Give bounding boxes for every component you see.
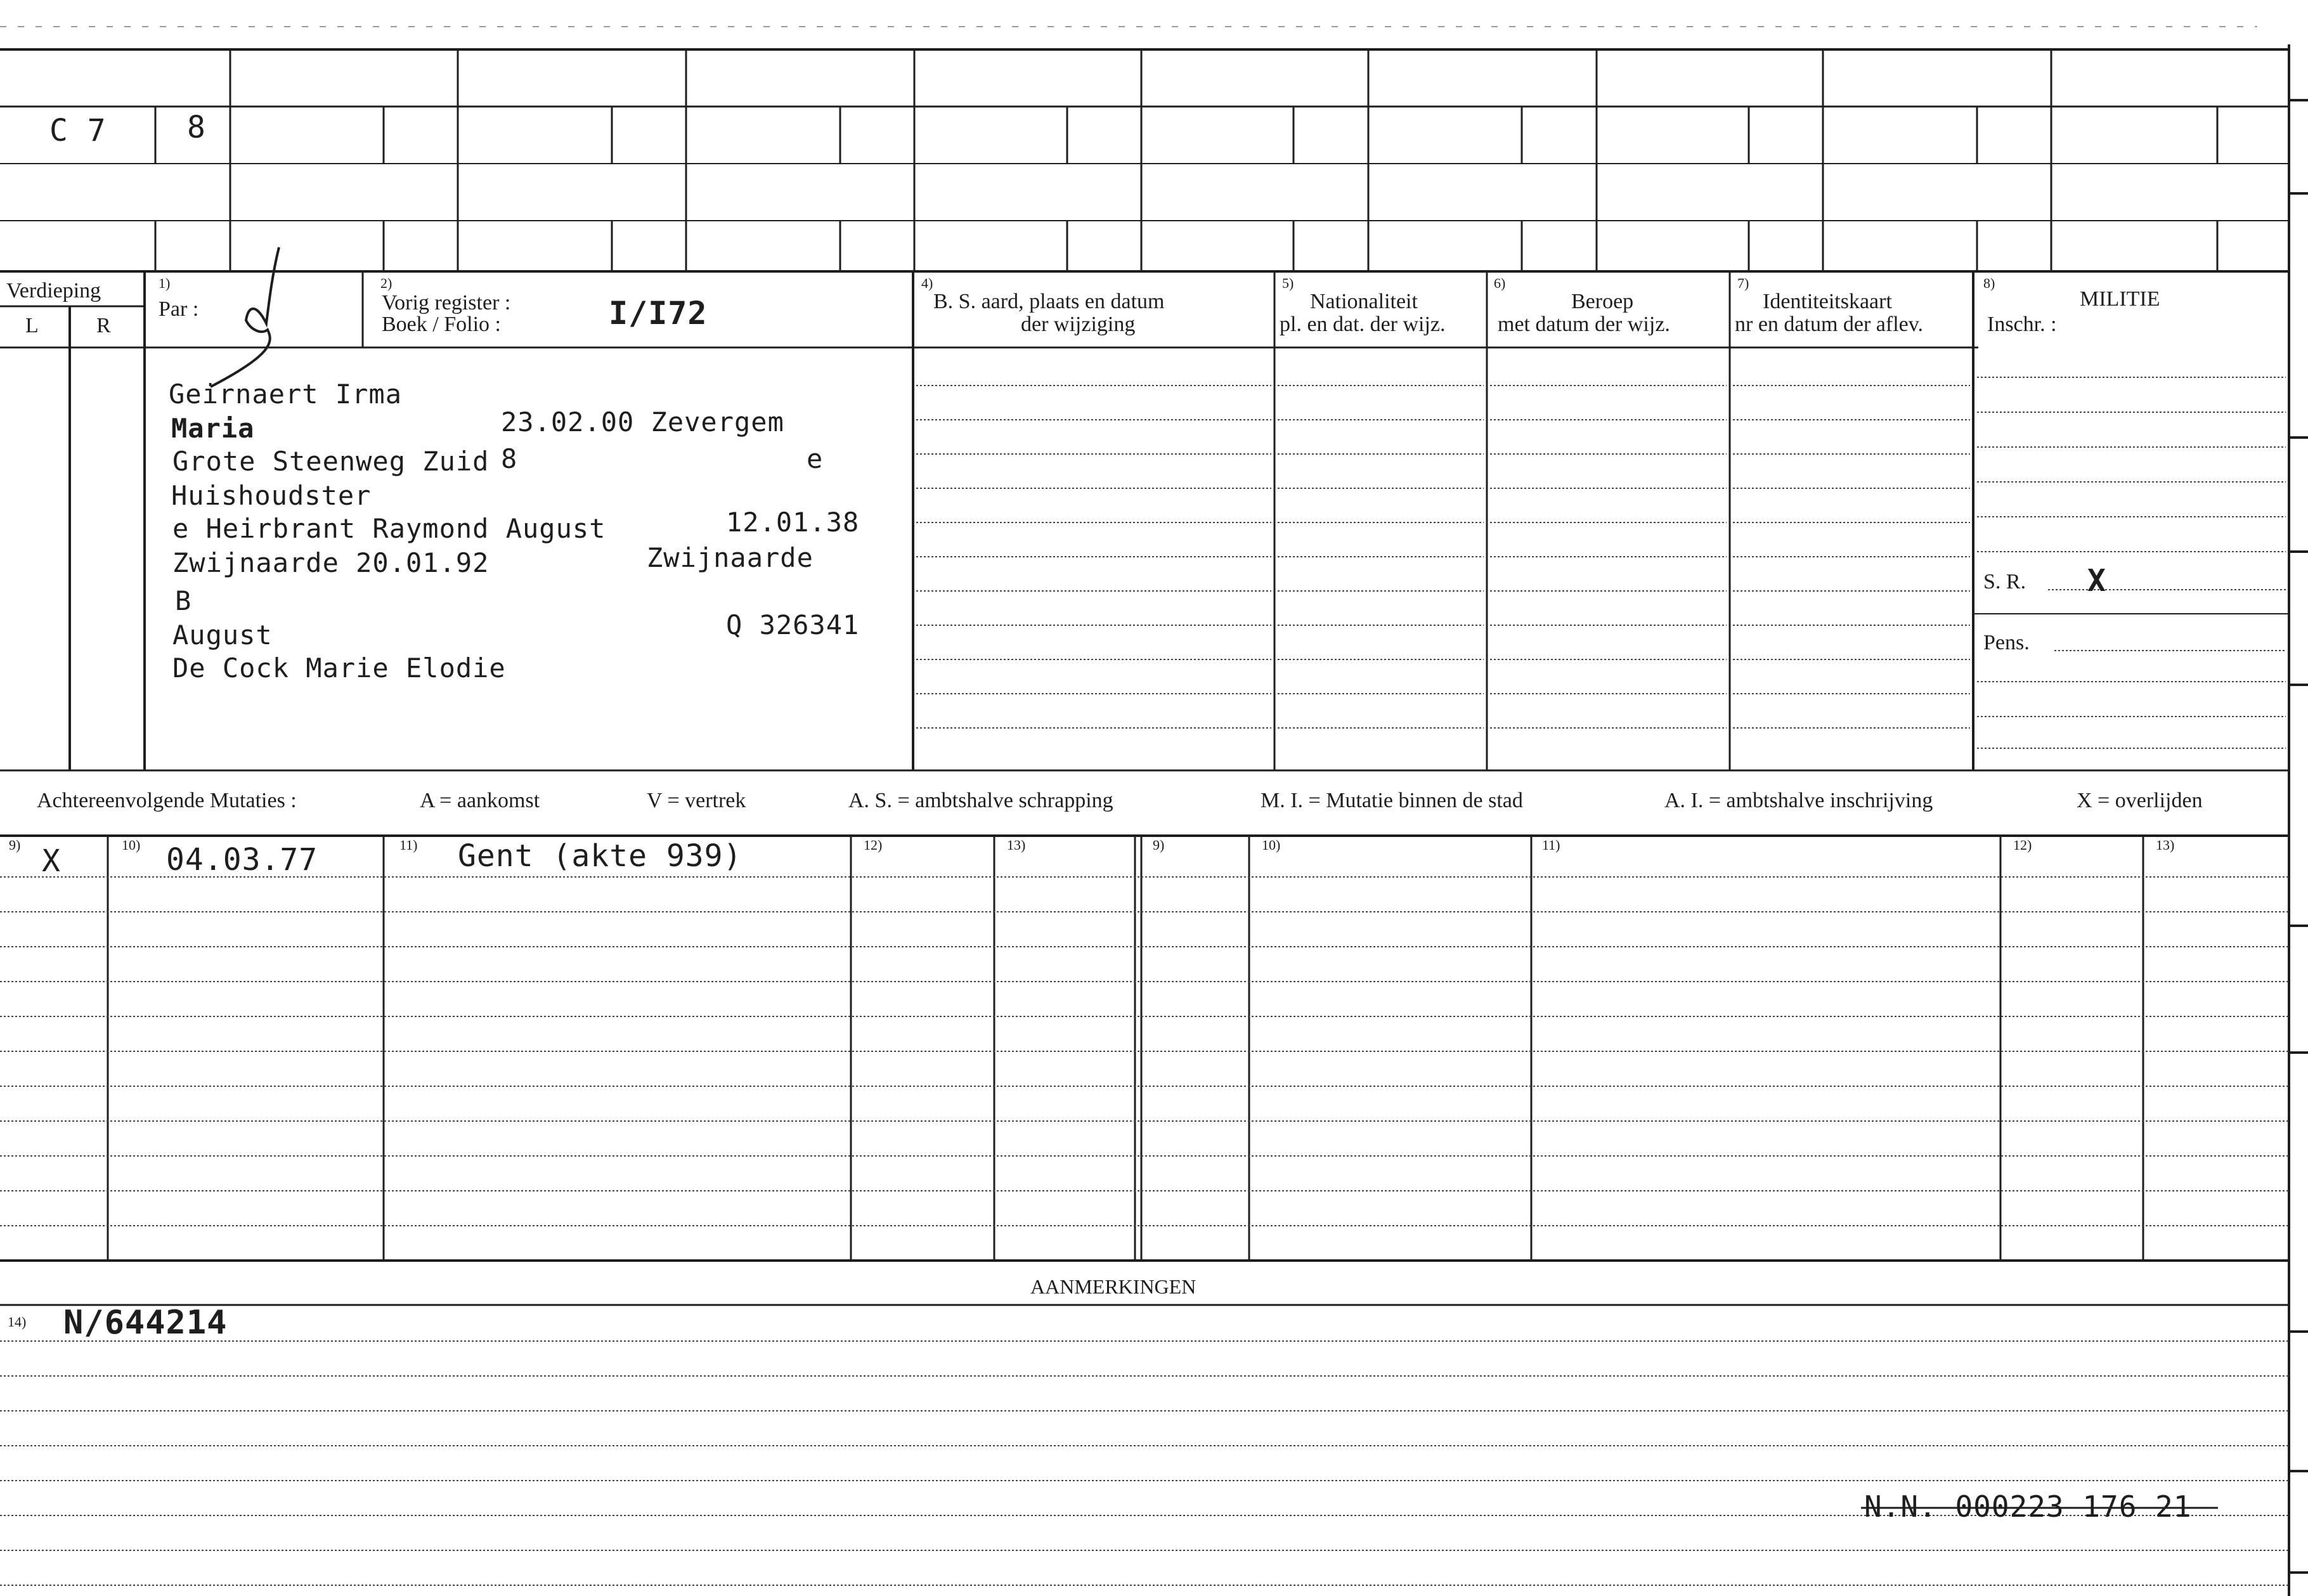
par-handwritten-mark [211,247,279,387]
beroep-line1: Beroep [1571,290,1634,313]
legend-mutatie-binnen: M. I. = Mutatie binnen de stad [1261,789,1523,812]
col-10-left: 10) [122,837,141,853]
person-marriage-place: Zwijnaarde [647,542,814,573]
top-grid-code: C 7 [49,113,107,148]
legend-overlijden: X = overlijden [2077,789,2203,812]
sr-label: S. R. [1983,570,2026,594]
nat-line1: Nationaliteit [1310,290,1418,313]
boek-folio-value: I/I72 [609,295,708,332]
col-9-right: 9) [1153,837,1165,853]
person-spouse: e Heirbrant Raymond August [172,513,606,544]
person-marriage-date: 12.01.38 [726,507,860,538]
id-line1: Identiteitskaart [1763,290,1892,313]
militie-label: MILITIE [2080,287,2160,311]
person-house-no: 8 [501,443,518,474]
verdieping-r: R [96,314,111,337]
par-label: Par : [159,297,199,321]
mutaties-title: Achtereenvolgende Mutaties : [37,789,297,812]
mutation-type: X [42,843,61,879]
col-11-left: 11) [399,837,418,853]
col-11-right: 11) [1542,837,1560,853]
person-spouse-birth: Zwijnaarde 20.01.92 [172,547,489,578]
col-12-right: 12) [2013,837,2032,853]
nn-number: N.N. 000223 176 21 [1864,1489,2192,1524]
aanmerkingen-title: AANMERKINGEN [1030,1275,1196,1298]
legend-aankomst: A = aankomst [420,789,540,812]
person-mother: De Cock Marie Elodie [172,652,506,684]
person-id-card: Q 326341 [726,609,860,640]
id-num: 7) [1737,275,1749,291]
person-occupation: Huishoudster [171,480,372,511]
person-line1: Geirnaert Irma [169,379,403,410]
person-address: Grote Steenweg Zuid [172,446,489,477]
col-13-right: 13) [2156,837,2175,853]
inschr-label: Inschr. : [1987,313,2057,336]
person-mark-e: e [807,443,824,474]
vorig-num: 2) [380,275,392,291]
beroep-num: 6) [1494,275,1506,291]
person-birth: 23.02.00 Zevergem [501,406,784,438]
boek-folio-label: Boek / Folio : [382,313,501,336]
mutation-place: Gent (akte 939) [458,838,742,874]
col-12-left: 12) [864,837,883,853]
col-13-left: 13) [1007,837,1026,853]
aanmerkingen-num: 14) [8,1314,27,1330]
beroep-line2: met datum der wijz. [1498,313,1670,336]
verdieping-l: L [25,314,39,337]
vorig-register-label: Vorig register : [382,291,511,315]
aanmerkingen-value: N/644214 [63,1304,228,1342]
par-num: 1) [159,275,171,291]
person-father: August [172,620,273,651]
legend-vertrek: V = vertrek [647,789,746,812]
col-9-left: 9) [9,837,21,853]
bs-num: 4) [921,275,933,291]
legend-ambtshalve-inschrijving: A. I. = ambtshalve inschrijving [1664,789,1933,812]
person-line2: Maria [171,413,255,444]
col-10-right: 10) [1262,837,1281,853]
bs-line2: der wijziging [1021,313,1136,336]
mutation-date: 04.03.77 [166,842,318,878]
person-nationality: B [175,585,192,616]
militie-num: 8) [1983,275,1995,291]
id-line2: nr en datum der aflev. [1735,313,1924,336]
top-grid-code-2: 8 [187,110,206,145]
pens-label: Pens. [1983,631,2030,654]
sr-mark: X [2087,563,2106,599]
legend-ambtshalve-schrapping: A. S. = ambtshalve schrapping [848,789,1113,812]
verdieping-label: Verdieping [6,279,101,302]
nat-line2: pl. en dat. der wijz. [1280,313,1446,336]
nat-num: 5) [1282,275,1294,291]
bs-line1: B. S. aard, plaats en datum [933,290,1165,313]
